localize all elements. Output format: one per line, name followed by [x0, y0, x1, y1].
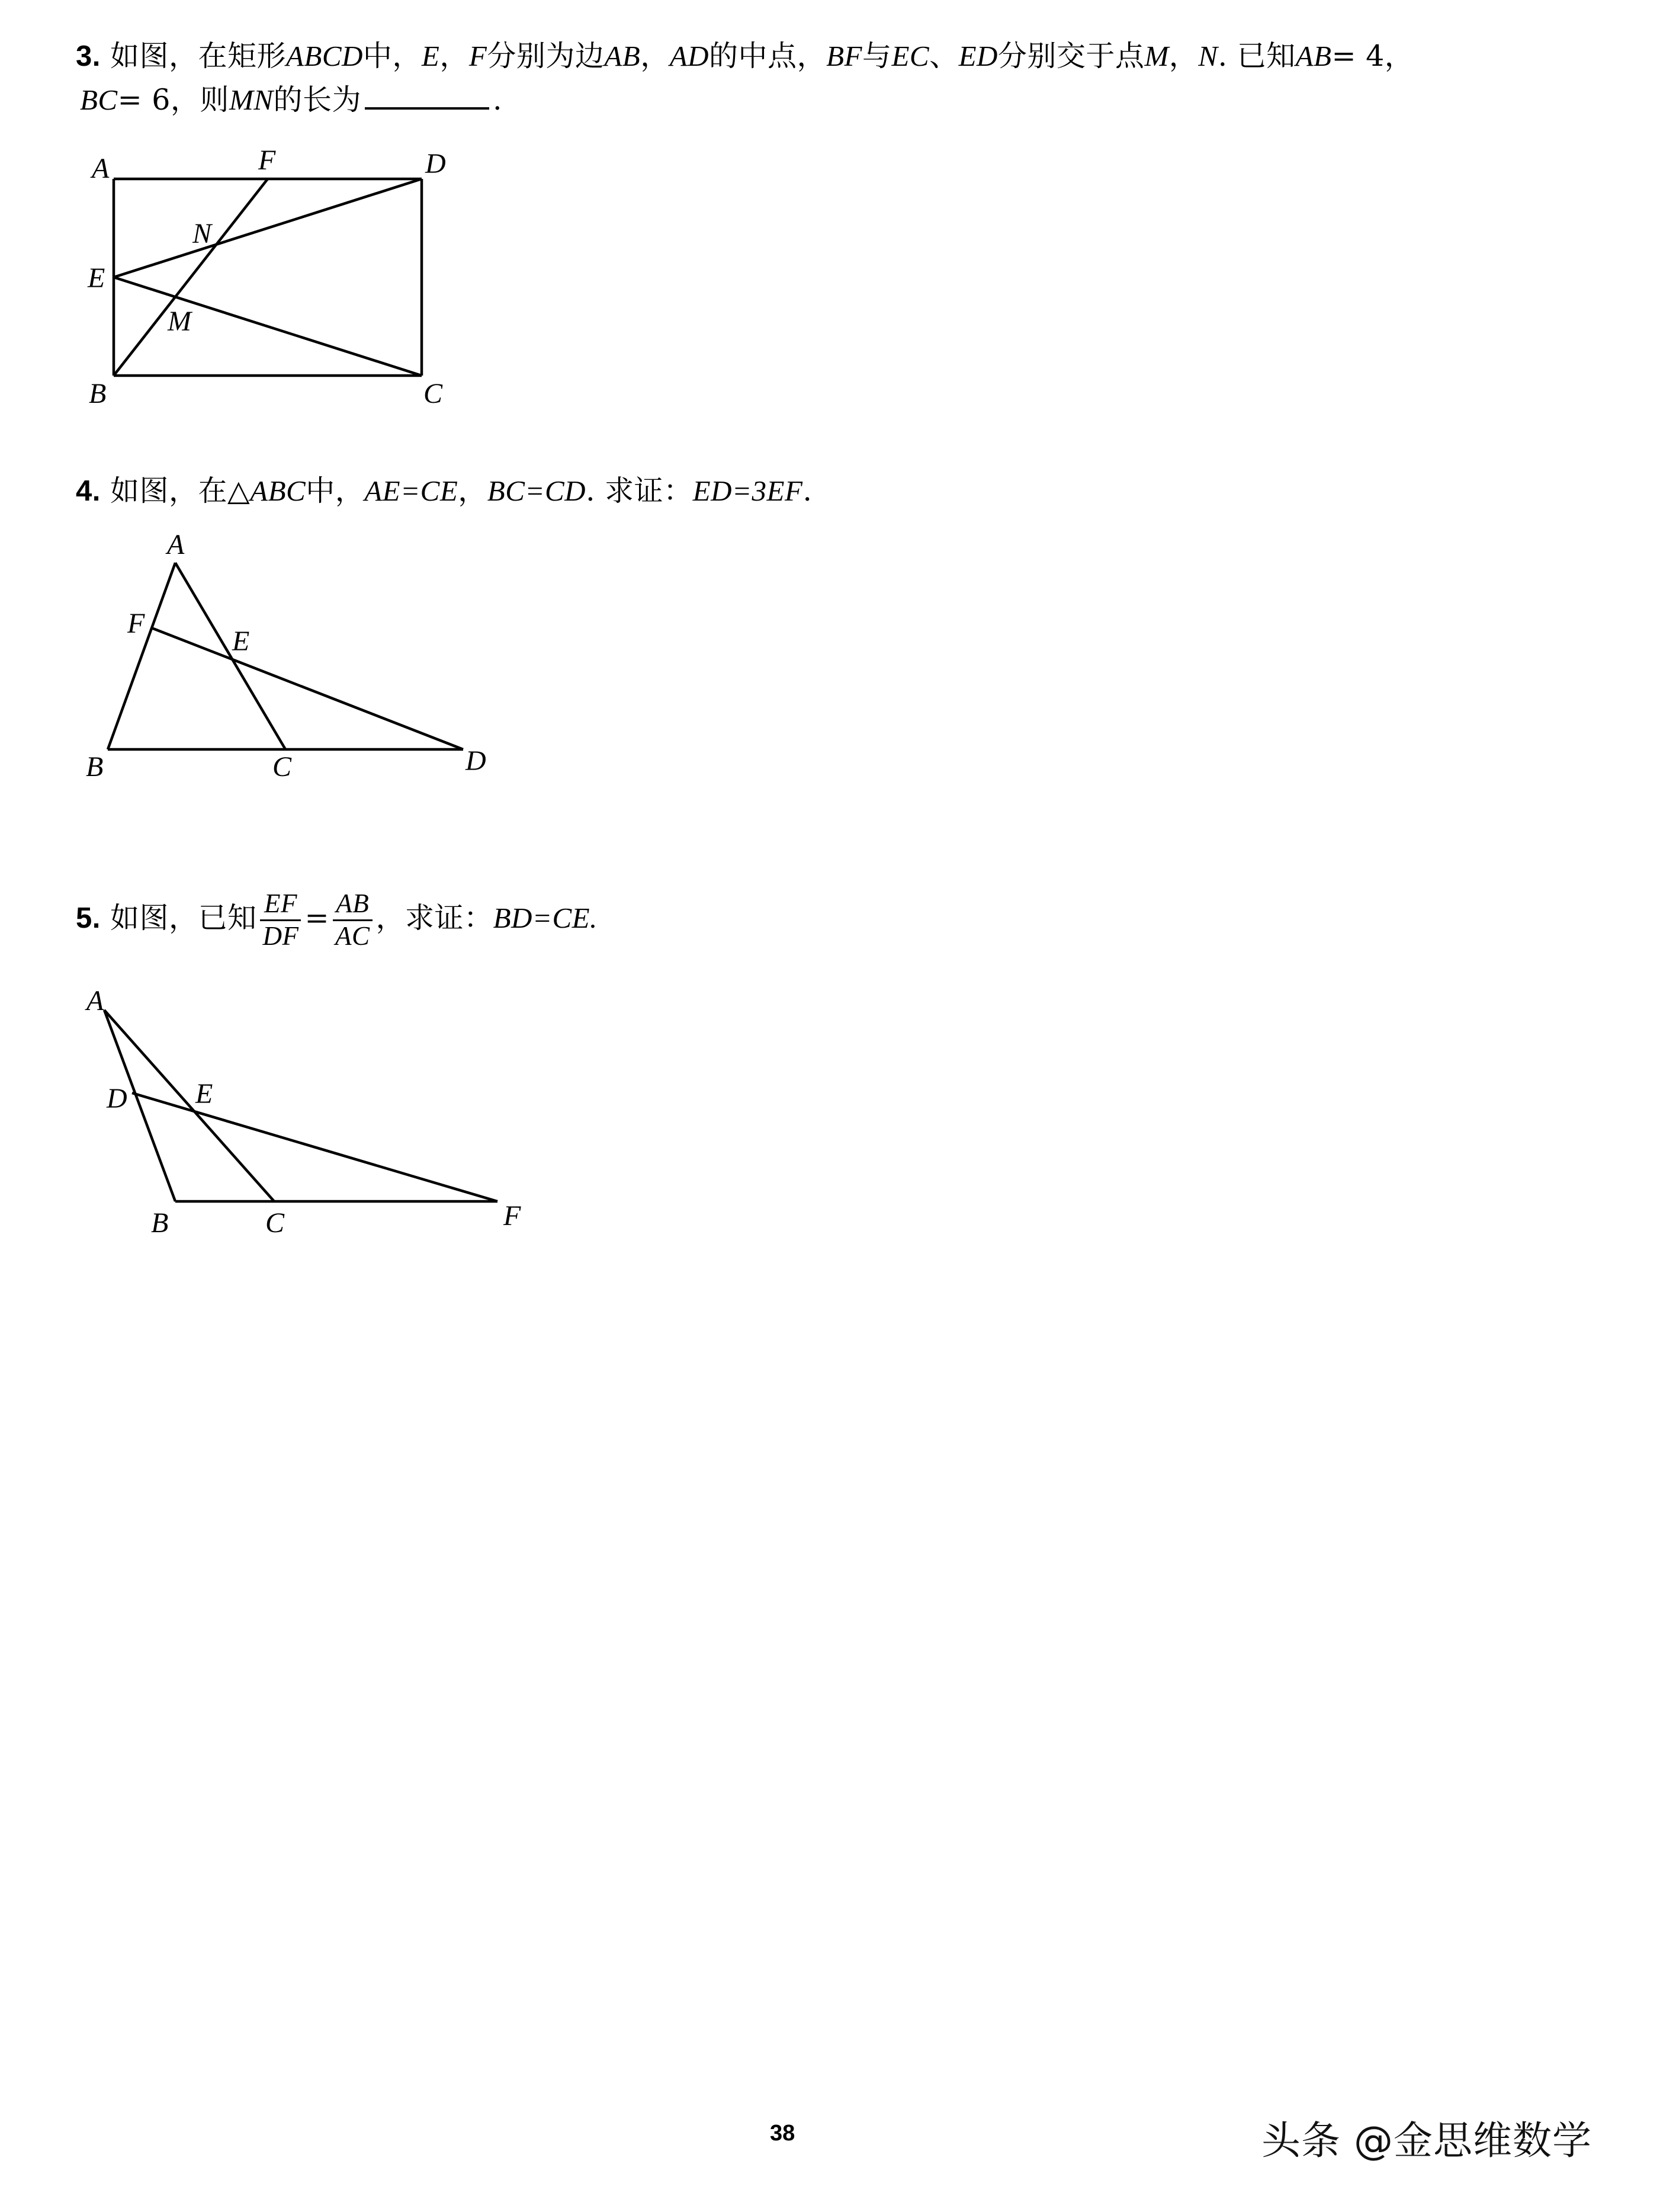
q3-text: ， [640, 39, 670, 73]
q4-text: 如图，在△ [110, 474, 251, 508]
label-N: N [192, 218, 212, 249]
label-F: F [258, 145, 276, 176]
label-A: A [86, 985, 104, 1017]
page-number: 38 [770, 2121, 795, 2146]
label-C: C [423, 378, 443, 409]
q4-goal: ED=3EF [692, 475, 803, 507]
label-E: E [88, 262, 105, 294]
q3-var-AB: AB [1295, 40, 1332, 72]
label-E: E [195, 1078, 213, 1110]
label-M: M [168, 306, 191, 337]
label-A: A [92, 153, 110, 184]
q3-text: 的长为 [273, 83, 361, 117]
question-4-number: 4. [76, 475, 101, 507]
q3-text: 中， [362, 39, 422, 73]
q3-text: . 已知 [1218, 39, 1296, 73]
q3-text: 分别交于点 [997, 39, 1145, 73]
question-5-number: 5. [76, 902, 101, 934]
q3-var-ED: ED [958, 40, 998, 72]
q5-text: ，求证： [375, 900, 493, 935]
question-3-number: 3. [76, 40, 101, 72]
equals-sign: = [304, 900, 330, 935]
q3-text: 分别为边 [487, 39, 605, 73]
q4-var-ABC: ABC [250, 475, 306, 507]
q5-text: 如图，已知 [110, 900, 257, 935]
q3-text: ， [439, 39, 469, 73]
q4-text: . 求证： [586, 474, 693, 508]
q3-var-E: E [421, 40, 440, 72]
label-D: D [465, 745, 486, 777]
q4-condition-1: AE=CE [364, 475, 458, 507]
q3-var-F: F [468, 40, 487, 72]
label-A: A [167, 529, 185, 560]
fraction-denominator: AC [335, 921, 370, 951]
fraction-numerator: AB [333, 889, 373, 921]
q3-text: 、 [929, 39, 959, 73]
q3-var-AD: AD [669, 40, 709, 72]
q3-var-AB: AB [604, 40, 641, 72]
fraction-denominator: DF [262, 921, 299, 951]
label-F: F [503, 1200, 521, 1232]
q3-var-BC: BC [80, 84, 118, 116]
q4-text: ， [458, 474, 487, 508]
q3-text: 的中点， [709, 39, 827, 73]
label-B: B [151, 1207, 169, 1239]
segment-AC [104, 1010, 274, 1201]
segment-DF [132, 1093, 497, 1201]
label-D: D [425, 148, 446, 179]
q3-var-M: M [1144, 40, 1169, 72]
label-F: F [127, 608, 145, 639]
q3-var-MN: MN [229, 84, 274, 116]
q3-text: 与 [862, 39, 892, 73]
fraction-numerator: EF [260, 889, 301, 921]
q3-var-EC: EC [891, 40, 930, 72]
q4-text: 中， [306, 474, 365, 508]
watermark-text: 头条 @金思维数学 [1261, 2118, 1592, 2163]
q3-text: . [492, 83, 503, 117]
q4-text: . [802, 474, 813, 508]
q4-condition-2: BC=CD [487, 475, 586, 507]
label-C: C [265, 1207, 285, 1239]
label-B: B [86, 751, 104, 783]
q3-text: 如图，在矩形 [110, 39, 286, 73]
q3-text: = 4， [1331, 39, 1414, 73]
label-B: B [89, 378, 107, 409]
q3-text: ， [1168, 39, 1199, 73]
q3-text: = 6，则 [117, 83, 229, 117]
label-D: D [107, 1083, 127, 1114]
label-E: E [232, 626, 250, 657]
q5-goal: BD=CE. [493, 901, 598, 934]
label-C: C [272, 751, 292, 783]
q3-var-BF: BF [826, 40, 862, 72]
q3-var-ABCD: ABCD [285, 40, 363, 72]
q3-var-N: N [1198, 40, 1218, 72]
